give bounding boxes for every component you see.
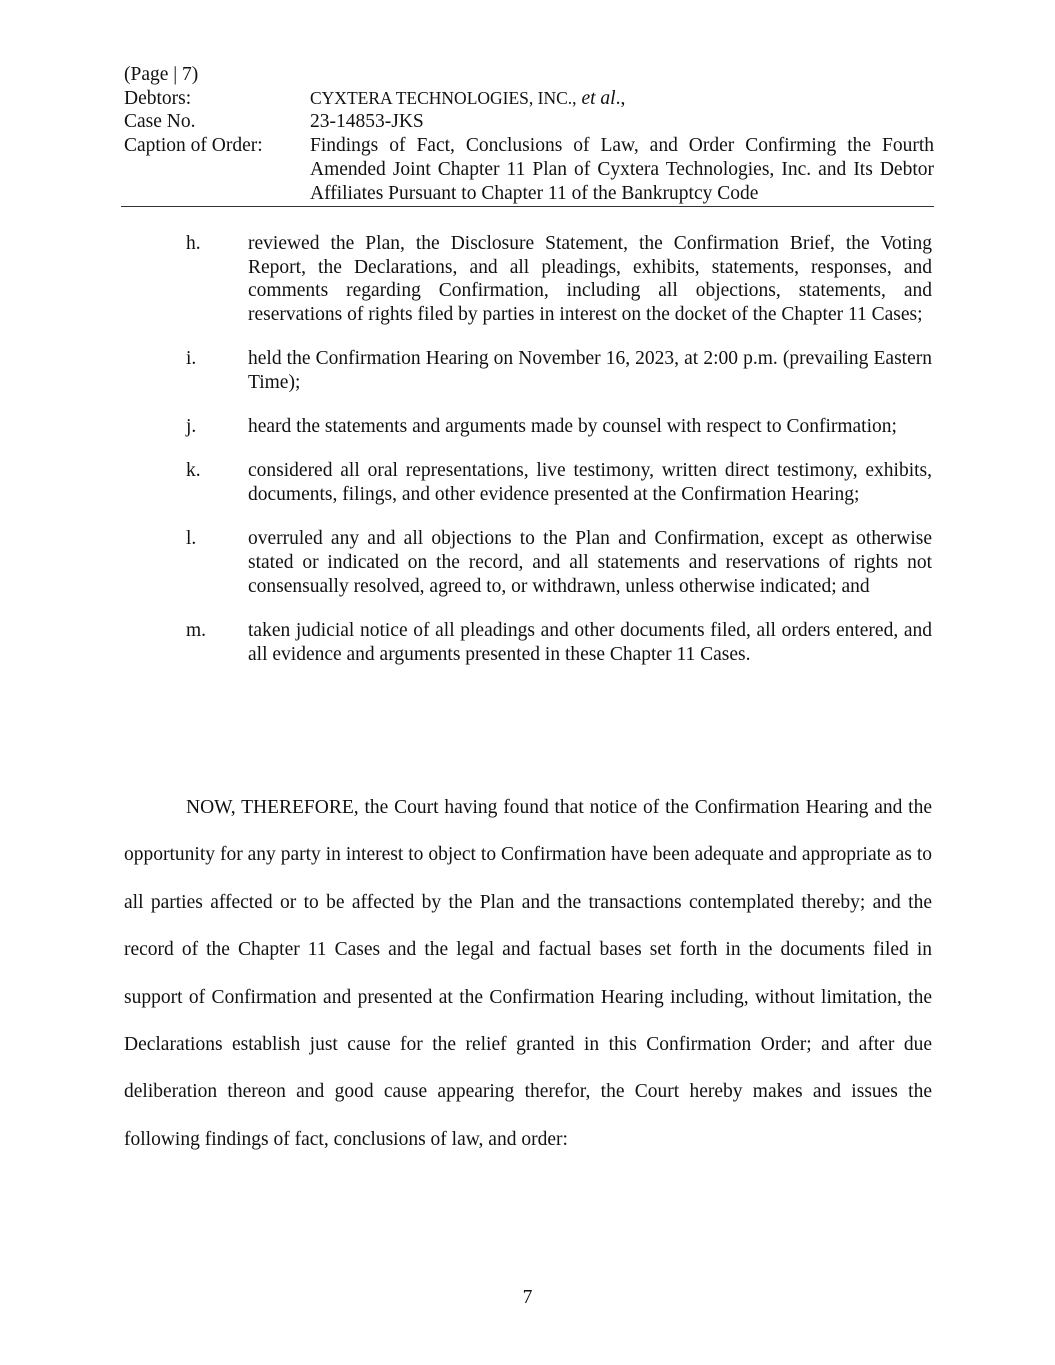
item-letter: h. — [186, 233, 201, 254]
caption-label: Caption of Order: — [124, 135, 263, 157]
list-item — [186, 347, 932, 394]
header-divider — [121, 206, 934, 207]
item-text: held the Confirmation Hearing on November 16, 2023, at 2:00 p.m. (prevailing Eastern Time); — [248, 348, 932, 394]
decree-paragraph: NOW, THEREFORE, the Court having found that notice of the Confirmation Hearing and the opportunity for any party in interest to object to Confirmation have been adequate and appropriate as to all parties affected or to be affected by the Plan and the transactions contemplated thereby; and the record of the Chapter 11 Cases and the legal and factual bases set forth in the documents filed in support of Confirmation and presented at the Confirmation Hearing including, without limitation, the Declarations establish just cause for the relief granted in this Confirmation Order; and after due deliberation thereon and good cause appearing therefor, the Court hereby makes and issues the following findings of fact, conclusions of law, and order: — [124, 797, 932, 1150]
item-letter: m. — [186, 619, 207, 641]
list-item — [186, 415, 932, 439]
case-number: 23-14853-JKS — [310, 111, 424, 133]
caption-row — [124, 134, 934, 205]
debtors-et-al: et al — [581, 87, 616, 109]
caption-value: Findings of Fact, Conclusions of Law, and Order Confirming the Fourth Amended Joint Chapter 11 Plan of Cyxtera Technologies, Inc. and Its Debtor Affiliates Pursuant to Chapter 11 of the Bankruptcy Code — [310, 135, 934, 204]
list-item — [186, 619, 932, 666]
case-label: Case No. — [124, 111, 196, 133]
item-letter: l. — [186, 528, 197, 550]
list-item — [186, 232, 932, 327]
list-item — [186, 527, 932, 598]
findings-list — [186, 232, 932, 687]
page-number: 7 — [522, 1287, 533, 1308]
item-text: heard the statements and arguments made by counsel with respect to Confirmation; — [248, 416, 897, 438]
item-letter: i. — [186, 348, 197, 370]
item-text: overruled any and all objections to the Plan and Confirmation, except as otherwise stated or indicated on the record, and all statements and reservations of rights not consensually resolved, agreed to, or withdrawn, unless otherwise indicated; and — [248, 528, 932, 597]
item-text: reviewed the Plan, the Disclosure Statement, the Confirmation Brief, the Voting Report, the Declarations, and all pleadings, exhibits, statements, responses, and comments regarding Confirmation, including all objections, statements, and reservations of rights filed by parties in interest on the docket of the Chapter 11 Cases; — [248, 233, 932, 326]
debtors-tail: ., — [615, 87, 626, 109]
item-letter: k. — [186, 460, 201, 482]
debtors-label: Debtors: — [124, 87, 192, 109]
item-text: considered all oral representations, live testimony, written direct testimony, exhibits, documents, filings, and other evidence presented at the Confirmation Hearing; — [248, 460, 932, 506]
debtors-row — [124, 87, 934, 111]
page-label-row — [124, 63, 934, 87]
page-header — [124, 63, 934, 205]
item-letter: j. — [186, 416, 197, 438]
case-row — [124, 110, 934, 134]
item-text: taken judicial notice of all pleadings and other documents filed, all orders entered, and all evidence and arguments presented in these Chapter 11 Cases. — [248, 619, 932, 665]
debtors-value — [310, 87, 934, 111]
page-label: (Page | 7) — [124, 64, 199, 85]
list-item — [186, 459, 932, 506]
debtors-name: CYXTERA TECHNOLOGIES, INC., — [310, 87, 577, 108]
